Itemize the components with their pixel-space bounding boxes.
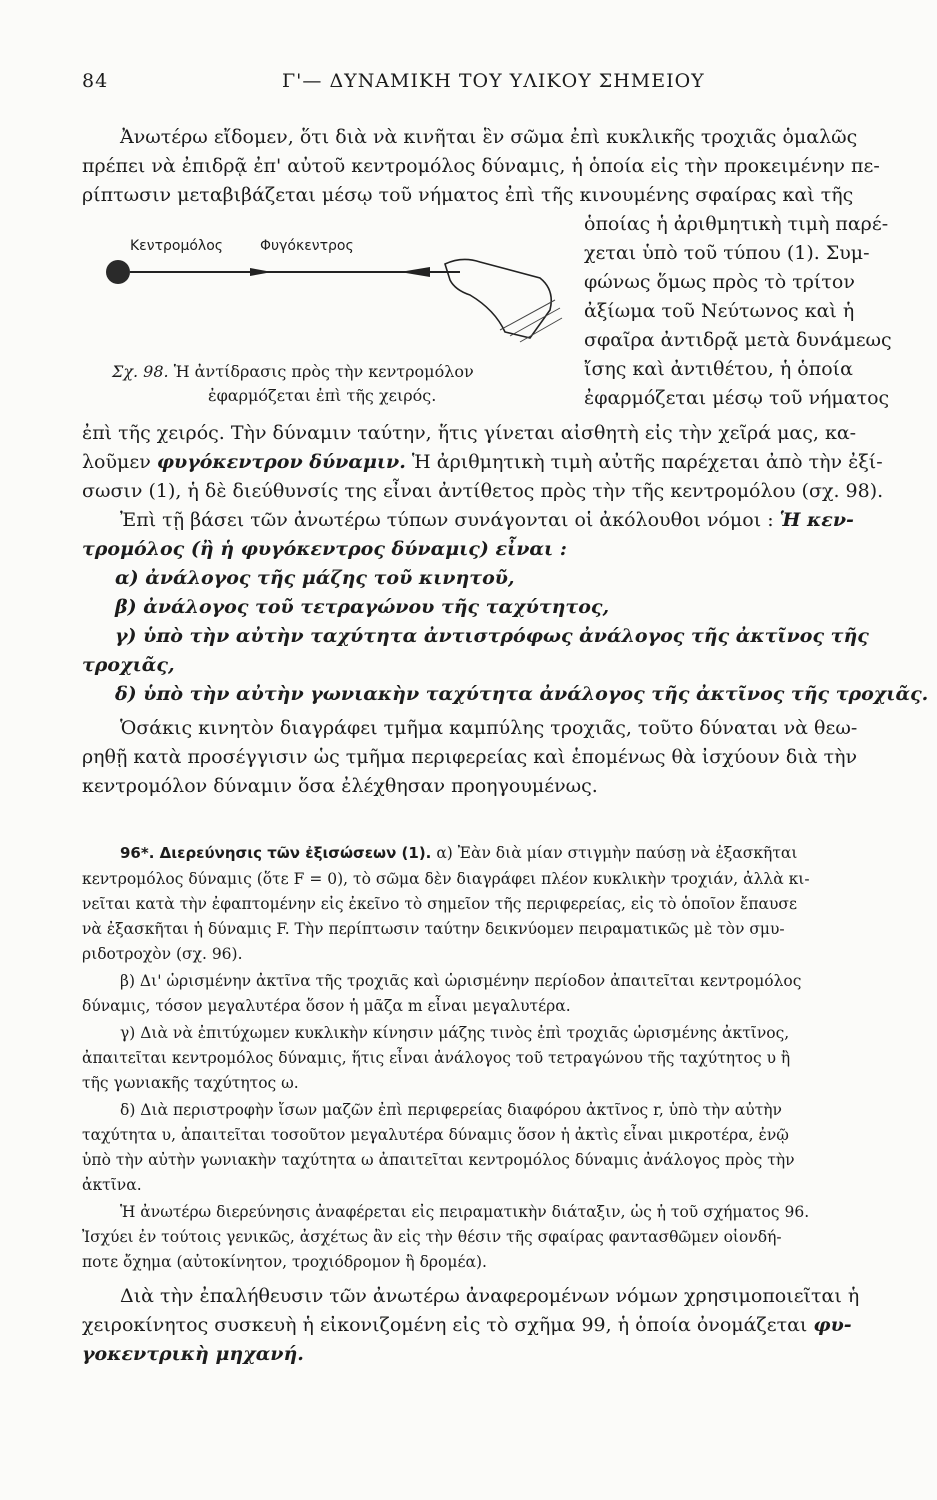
figure-caption bbox=[112, 362, 474, 381]
text-line: ἐπὶ τῆς χειρός. Τὴν δύναμιν ταύτην, ἥτις γίνεται αἰσθητὴ εἰς τὴν χεῖρά μας, κα- bbox=[82, 422, 857, 444]
text-line: νὰ ἐξασκῆται ἡ δύναμις F. Τὴν περίπτωσιν ταύτην δεικνύομεν πειραματικῶς μὲ τὸν σμυ- bbox=[82, 920, 785, 938]
text-line: ἀπαιτεῖται κεντρομόλος δύναμις, ἥτις εἶναι ἀνάλογος τοῦ τετραγώνου τῆς ταχύτητος υ ἢ bbox=[82, 1049, 791, 1067]
text-line: κεντρομόλον δύναμιν ὅσα ἐλέχθησαν προηγουμένως. bbox=[82, 775, 598, 797]
term-centrifugal-machine: γοκεντρικὴ μηχανή. bbox=[82, 1343, 304, 1365]
text-line: ρίπτωσιν μεταβιβάζεται μέσῳ τοῦ νήματος ἐπὶ τῆς κινουμένης σφαίρας καὶ τῆς bbox=[82, 184, 854, 206]
arrow-centrifugal bbox=[400, 267, 430, 277]
text-line: γ) Διὰ νὰ ἐπιτύχωμεν κυκλικὴν κίνησιν μάζης τινὸς ἐπὶ τροχιᾶς ὡρισμένης ἀκτῖνος, bbox=[120, 1024, 790, 1042]
text-line: σφαῖρα ἀντιδρᾷ μετὰ δυνάμεως bbox=[584, 329, 892, 351]
text-line: χειροκίνητος συσκευὴ ἡ εἰκονιζομένη εἰς τὸ σχῆμα 99, ἡ ὁποία ὀνομάζεται φυ- bbox=[82, 1314, 852, 1336]
text-line: ποτε ὄχημα (αὐτοκίνητον, τροχιόδρομον ἢ δρομέα). bbox=[82, 1253, 487, 1271]
law-b: β) ἀνάλογος τοῦ τετραγώνου τῆς ταχύτητος, bbox=[115, 596, 610, 618]
section-heading: 96*. Διερεύνησις τῶν ἐξισώσεων (1). bbox=[120, 844, 432, 862]
caption-number: Σχ. 98. bbox=[112, 362, 169, 381]
text-line: ταχύτητα υ, ἀπαιτεῖται τοσοῦτον μεγαλυτέρα δύναμις ὅσον ἡ ἀκτὶς εἶναι μικροτέρα, ἐνῷ bbox=[82, 1126, 789, 1144]
law-d: δ) ὑπὸ τὴν αὐτὴν γωνιακὴν ταχύτητα ἀνάλογος τῆς ἀκτῖνος τῆς τροχιᾶς. bbox=[115, 683, 929, 705]
figure-98 bbox=[100, 238, 570, 370]
text-line: Ἀνωτέρω εἴδομεν, ὅτι διὰ νὰ κινῆται ἓν σῶμα ἐπὶ κυκλικῆς τροχιᾶς ὁμαλῶς bbox=[120, 126, 858, 148]
text-line: Ἡ ἀνωτέρω διερεύνησις ἀναφέρεται εἰς πειραματικὴν διάταξιν, ὡς ἡ τοῦ σχήματος 96. bbox=[120, 1203, 810, 1221]
label-centrifugal: Φυγόκεντρος bbox=[260, 238, 354, 254]
text-line: κεντρομόλος δύναμις (ὅτε F = 0), τὸ σῶμα δὲν διαγράφει πλέον κυκλικὴν τροχιάν, ἀλλὰ κι- bbox=[82, 870, 810, 888]
text-line: τρομόλος (ἢ ἡ φυγόκεντρος δύναμις) εἶναι : bbox=[82, 538, 567, 560]
text-line: ἀξίωμα τοῦ Νεύτωνος καὶ ἡ bbox=[584, 300, 855, 322]
text-line: ὑπὸ τὴν αὐτὴν γωνιακὴν ταχύτητα ω ἀπαιτεῖται κεντρομόλος δύναμις ἀνάλογος πρὸς τὴν bbox=[82, 1151, 795, 1169]
law-c-cont: τροχιᾶς, bbox=[82, 654, 175, 676]
text-line: λοῦμεν φυγόκεντρον δύναμιν. Ἡ ἀριθμητικὴ τιμὴ αὐτῆς παρέχεται ἀπὸ τὴν ἐξί- bbox=[82, 451, 883, 473]
text-line: ριδοτροχὸν (σχ. 96). bbox=[82, 945, 243, 963]
text-line: πρέπει νὰ ἐπιδρᾷ ἐπ' αὐτοῦ κεντρομόλος δύναμις, ἡ ὁποία εἰς τὴν προκειμένην πε- bbox=[82, 155, 880, 177]
text-line: δ) Διὰ περιστροφὴν ἴσων μαζῶν ἐπὶ περιφερείας διαφόρου ἀκτῖνος r, ὑπὸ τὴν αὐτὴν bbox=[120, 1101, 782, 1119]
law-c: γ) ὑπὸ τὴν αὐτὴν ταχύτητα ἀντιστρόφως ἀνάλογος τῆς ἀκτῖνος τῆς bbox=[115, 625, 869, 647]
text-line: νεῖται κατὰ τὴν ἐφαπτομένην εἰς ἐκεῖνο τὸ σημεῖον τῆς περιφερείας, εἰς τὸ ὁποῖον ἔπαυσε bbox=[82, 895, 798, 913]
section-96-line: 96*. Διερεύνησις τῶν ἐξισώσεων (1). α) Ἐὰν διὰ μίαν στιγμὴν παύσῃ νὰ ἐξασκῆται bbox=[120, 844, 798, 862]
page-number: 84 bbox=[82, 70, 109, 92]
text-line: δύναμις, τόσον μεγαλυτέρα ὅσον ἡ μᾶζα m εἶναι μεγαλυτέρα. bbox=[82, 997, 571, 1015]
label-centripetal: Κεντρομόλος bbox=[130, 238, 223, 254]
text-line: ὁποίας ἡ ἀριθμητικὴ τιμὴ παρέ- bbox=[584, 213, 889, 235]
hand bbox=[445, 259, 551, 338]
string-hand-illustration bbox=[100, 250, 570, 370]
text-line: τῆς γωνιακῆς ταχύτητος ω. bbox=[82, 1074, 299, 1092]
text-line: φώνως ὅμως πρὸς τὸ τρίτον bbox=[584, 271, 855, 293]
text-line: ἴσης καὶ ἀντιθέτου, ἡ ὁποία bbox=[584, 358, 853, 380]
text-line: β) Δι' ὡρισμένην ἀκτῖνα τῆς τροχιᾶς καὶ ὡρισμένην περίοδον ἀπαιτεῖται κεντρομόλος bbox=[120, 972, 802, 990]
caption-text-1: Ἡ ἀντίδρασις πρὸς τὴν κεντρομόλον bbox=[173, 362, 474, 381]
sphere bbox=[106, 260, 130, 284]
text-line: ἐφαρμόζεται μέσῳ τοῦ νήματος bbox=[584, 387, 890, 409]
arrow-centripetal bbox=[250, 268, 272, 276]
text-line: σωσιν (1), ἡ δὲ διεύθυνσίς της εἶναι ἀντίθετος πρὸς τὴν τῆς κεντρομόλου (σχ. 98). bbox=[82, 480, 884, 502]
caption-text-2: ἐφαρμόζεται ἐπὶ τῆς χειρός. bbox=[208, 386, 437, 405]
text-line: ρηθῇ κατὰ προσέγγισιν ὡς τμῆμα περιφερείας καὶ ἑπομένως θὰ ἰσχύουν διὰ τὴν bbox=[82, 746, 858, 768]
term-centrifugal-force: φυγόκεντρον δύναμιν. bbox=[156, 451, 406, 473]
running-title: Γ'— ΔΥΝΑΜΙΚΗ ΤΟΥ ΥΛΙΚΟΥ ΣΗΜΕΙΟΥ bbox=[282, 70, 705, 92]
text-line: Ἐπὶ τῇ βάσει τῶν ἀνωτέρω τύπων συνάγονται οἱ ἀκόλουθοι νόμοι : Ἡ κεν- bbox=[120, 509, 854, 531]
text-line: ἀκτῖνα. bbox=[82, 1176, 142, 1194]
text-line: Ὁσάκις κινητὸν διαγράφει τμῆμα καμπύλης τροχιᾶς, τοῦτο δύναται νὰ θεω- bbox=[120, 717, 858, 739]
law-a: α) ἀνάλογος τῆς μάζης τοῦ κινητοῦ, bbox=[115, 567, 515, 589]
page-header bbox=[82, 70, 907, 100]
text-line: χεται ὑπὸ τοῦ τύπου (1). Συμ- bbox=[584, 242, 870, 264]
text-line: Διὰ τὴν ἐπαλήθευσιν τῶν ἀνωτέρω ἀναφερομένων νόμων χρησιμοποιεῖται ἡ bbox=[120, 1285, 860, 1307]
text-line: Ἰσχύει ἐν τούτοις γενικῶς, ἀσχέτως ἂν εἰς τὴν θέσιν τῆς σφαίρας φαντασθῶμεν οἱονδή- bbox=[82, 1228, 782, 1246]
